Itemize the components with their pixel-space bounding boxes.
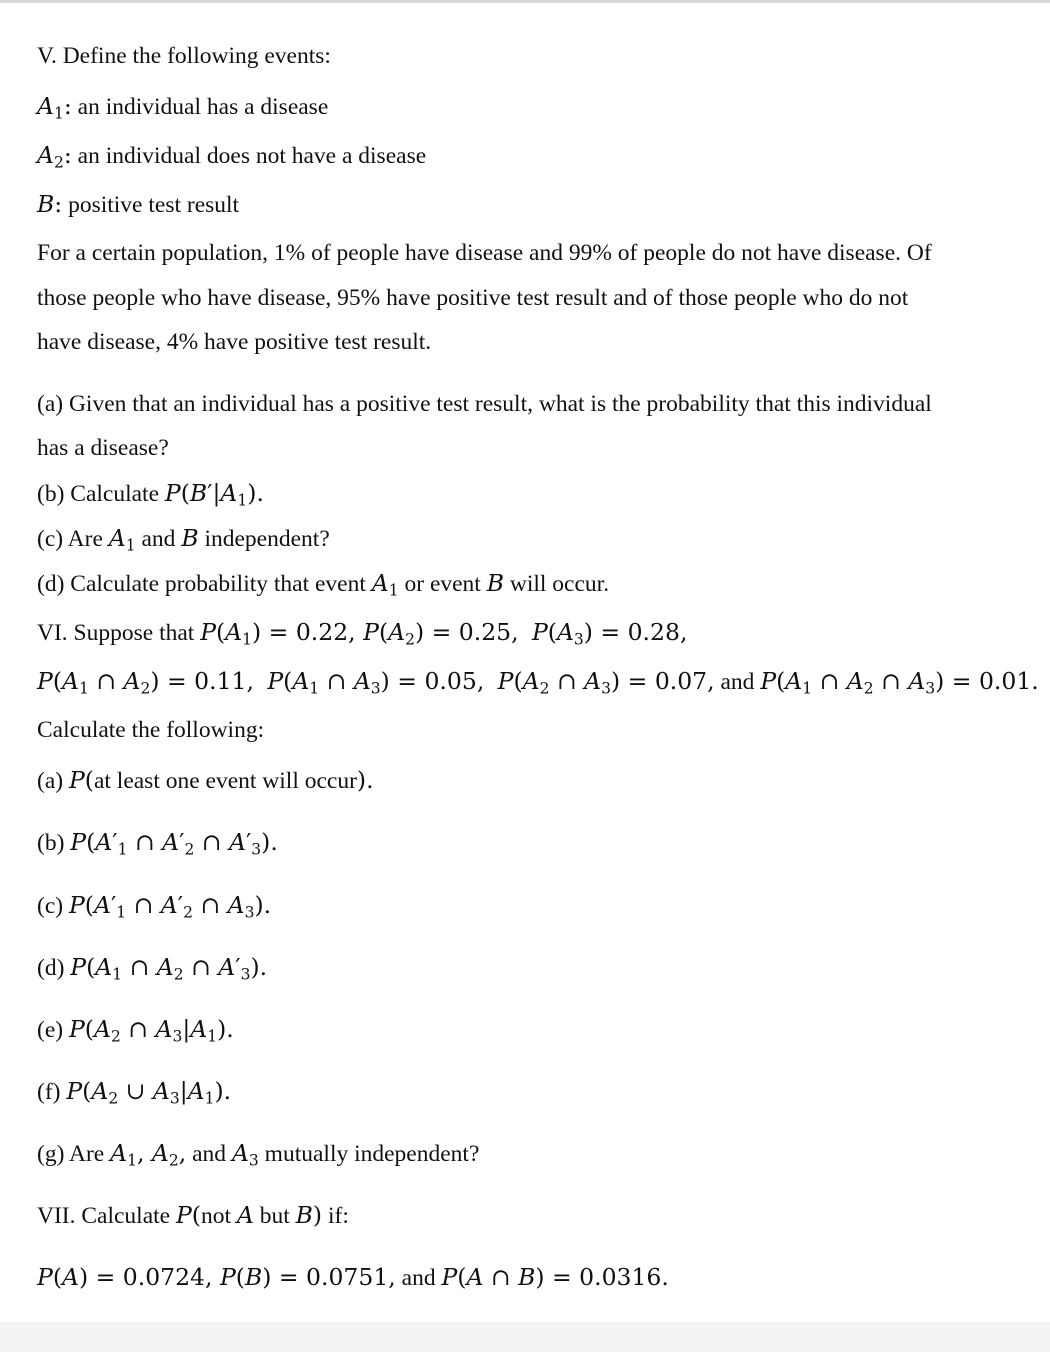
section-vii-values: P(A) = 0.0724, P(B) = 0.0751, and P(A ∩ B) = 0.0316. [37,1263,669,1291]
event-b-definition: B: positive test result [37,190,240,218]
question-vi-b: (b) $P(A'_1$ ∩ $A'_2$ ∩ $A'_3$). [37,828,278,859]
section-vi-calc-heading: Calculate the following: [37,717,265,743]
question-vi-g: (g) Are $A_1$, $A_2$, and $A_3$ mutually independent? [37,1139,480,1170]
symbol-a2: $A_2$: [37,141,72,172]
question-vi-e: (e) $P(A_2$ ∩ $A_3|A_1$). [37,1015,234,1046]
symbol-a1: $A_1$: [37,92,72,123]
event-a2-definition: $A_2$: an individual does not have a disease [37,141,427,172]
section-vi-intro: VI. Suppose that $P(A_1) = 0.22$, $P(A_2) = 0.25$, $P(A_3) = 0.28$, [37,618,688,649]
section-v-heading: V. Define the following events: [37,43,331,69]
question-vi-a: (a) P(at least one event will occur). [37,766,374,794]
question-v-c: (c) Are $A_1$ and B independent? [37,524,330,555]
section-vii-heading: VII. Calculate P(not A but B) if: [37,1201,349,1229]
paragraph-line-1: For a certain population, 1% of people have disease and 99% of people do not have disease. Of [37,240,932,266]
question-vi-d: (d) $P(A_1$ ∩ $A_2$ ∩ $A'_3$). [37,953,268,984]
question-v-b: (b) Calculate $P(B'|A_1)$. [37,479,264,510]
question-v-a-line-2: has a disease? [37,435,169,461]
section-vi-intersections: $P(A_1$ ∩ $A_2) = 0.11$, $P(A_1$ ∩ $A_3) = 0.05$, $P(A_2$ ∩ $A_3) = 0.07$, and $P(A_1$ ∩ $A_2$ ∩ $A_3) = 0.01$. [37,667,1039,698]
symbol-b: B: [37,190,63,218]
paragraph-line-2: those people who have disease, 95% have positive test result and of those people who do not [37,285,909,311]
paragraph-line-3: have disease, 4% have positive test result. [37,329,432,355]
expr-p-bprime-given-a1: $P(B'|A_1)$. [164,479,264,510]
question-vi-f: (f) $P(A_2$ ∪ $A_3|A_1$). [37,1077,232,1108]
question-vi-c: (c) $P(A'_1$ ∩ $A'_2$ ∩ $A_3$). [37,891,272,922]
question-v-a-line-1: (a) Given that an individual has a positive test result, what is the probability that this individual [37,391,932,417]
event-a1-definition: $A_1$: an individual has a disease [37,92,329,123]
question-v-d: (d) Calculate probability that event $A_1$ or event B will occur. [37,569,610,600]
